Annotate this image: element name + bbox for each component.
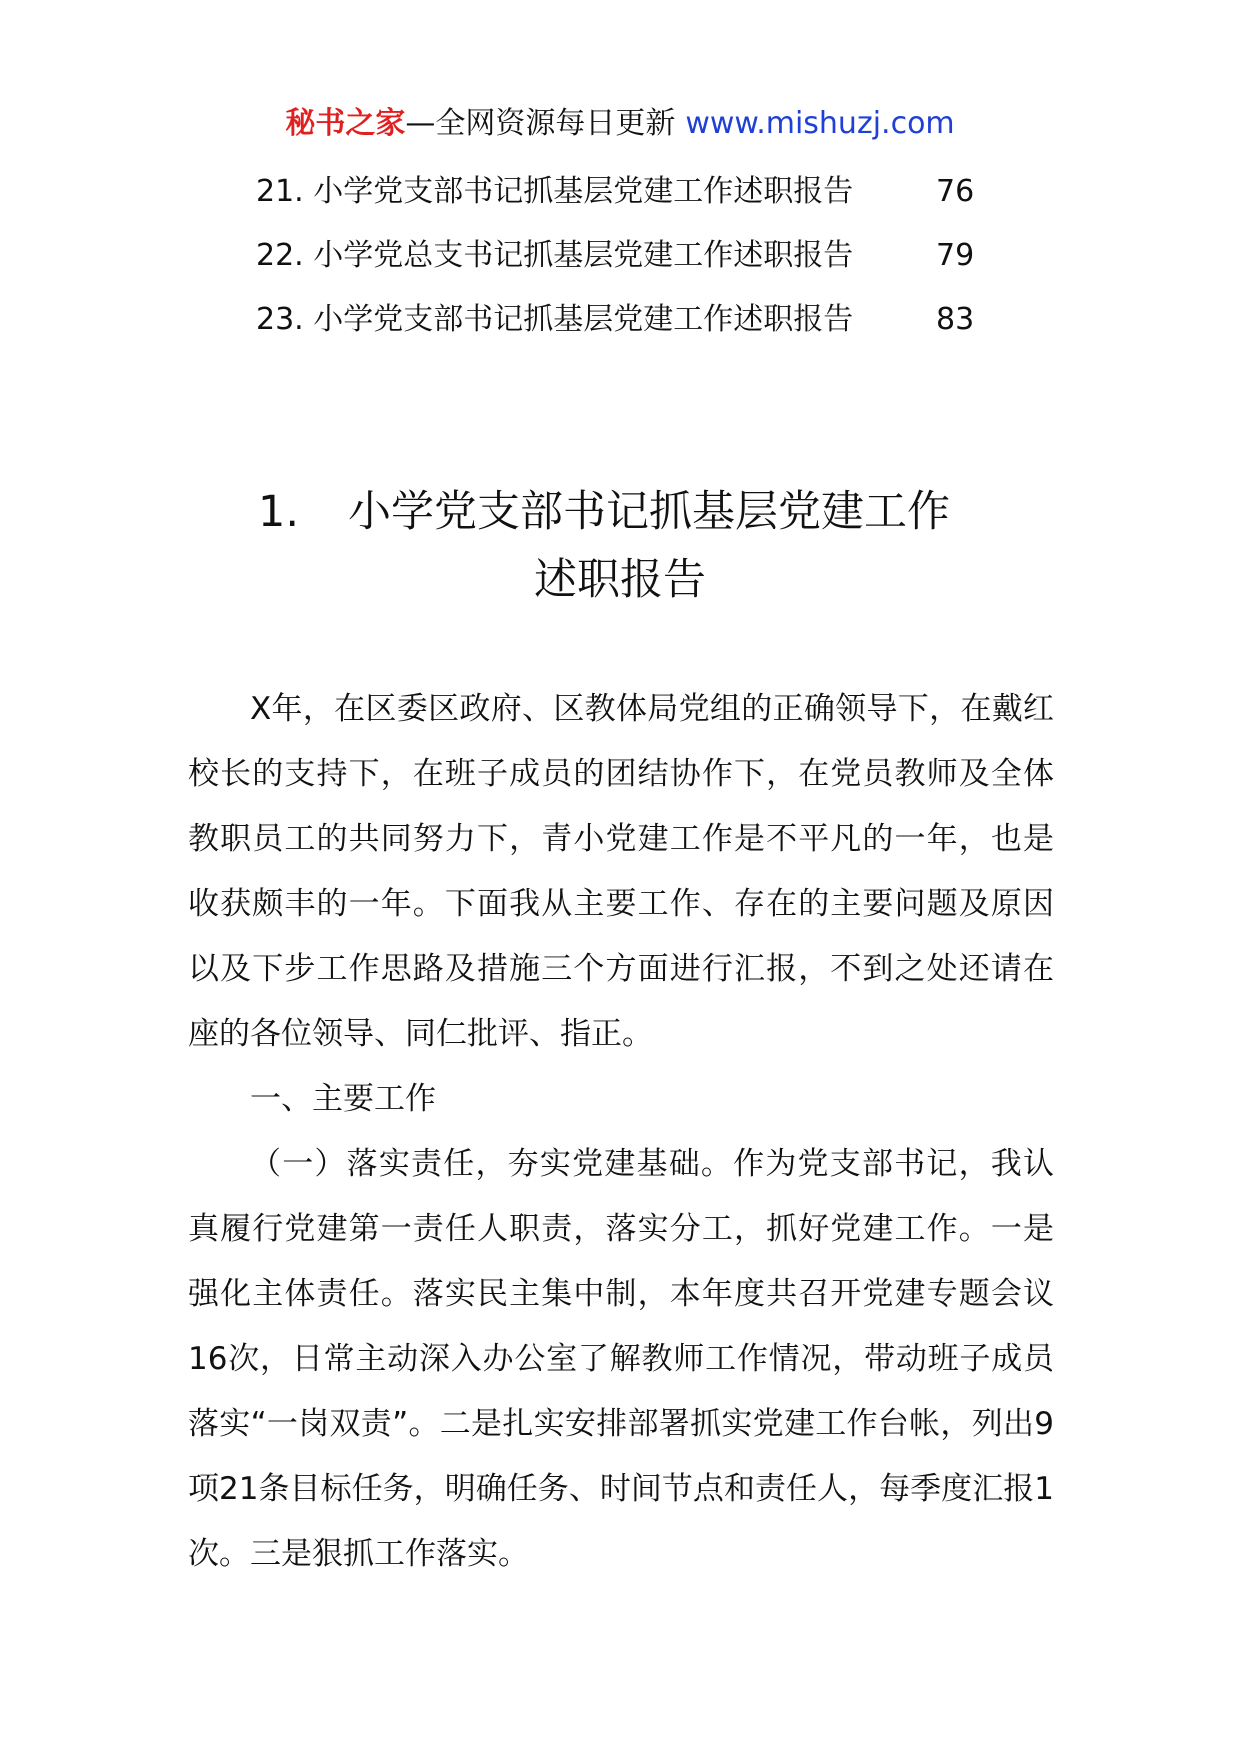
- site-header: [0, 100, 1240, 148]
- toc-entry-page: 79: [936, 238, 975, 273]
- section-heading: 一、主要工作: [250, 1081, 436, 1117]
- title-line-1: [0, 480, 1240, 544]
- toc-entry-title: 21. 小学党支部书记抓基层党建工作述职报告: [256, 174, 854, 209]
- toc-entry-title: 23. 小学党支部书记抓基层党建工作述职报告: [256, 302, 854, 337]
- toc-entry-page: 76: [936, 174, 975, 209]
- title-line-2: 述职报告: [534, 555, 706, 605]
- brand-name: 秘书之家: [285, 106, 406, 141]
- toc-entry-title: 22. 小学党总支书记抓基层党建工作述职报告: [256, 238, 854, 273]
- site-url-link[interactable]: www.mishuzj.com: [685, 106, 955, 141]
- toc-entry[interactable]: [256, 288, 976, 352]
- header-tagline: —全网资源每日更新: [405, 106, 676, 141]
- toc-entry[interactable]: [256, 224, 976, 288]
- toc-entry[interactable]: [256, 160, 976, 224]
- body-paragraph: （一）落实责任，夯实党建基础。作为党支部书记，我认真履行党建第一责任人职责，落实分工，抓好党建工作。一是强化主体责任。落实民主集中制，本年度共召开党建专题会议16次，日常主动深入办公室了解教师工作情况，带动班子成员落实“一岗双责”。二是扎实安排部署抓实党建工作台帐，列出9项21条目标任务，明确任务、时间节点和责任人，每季度汇报1次。三是狠抓工作落实。: [188, 1146, 1054, 1572]
- document-title: [0, 480, 1240, 612]
- table-of-contents: [256, 160, 976, 352]
- title-number: 1.: [258, 487, 300, 537]
- document-body: [188, 677, 1054, 1587]
- title-text: 小学党支部书记抓基层党建工作: [348, 487, 950, 537]
- body-paragraph: X年，在区委区政府、区教体局党组的正确领导下，在戴红校长的支持下，在班子成员的团结协作下，在党员教师及全体教职员工的共同努力下，青小党建工作是不平凡的一年，也是收获颇丰的一年。下面我从主要工作、存在的主要问题及原因以及下步工作思路及措施三个方面进行汇报，不到之处还请在座的各位领导、同仁批评、指正。: [188, 691, 1054, 1052]
- toc-entry-page: 83: [936, 302, 975, 337]
